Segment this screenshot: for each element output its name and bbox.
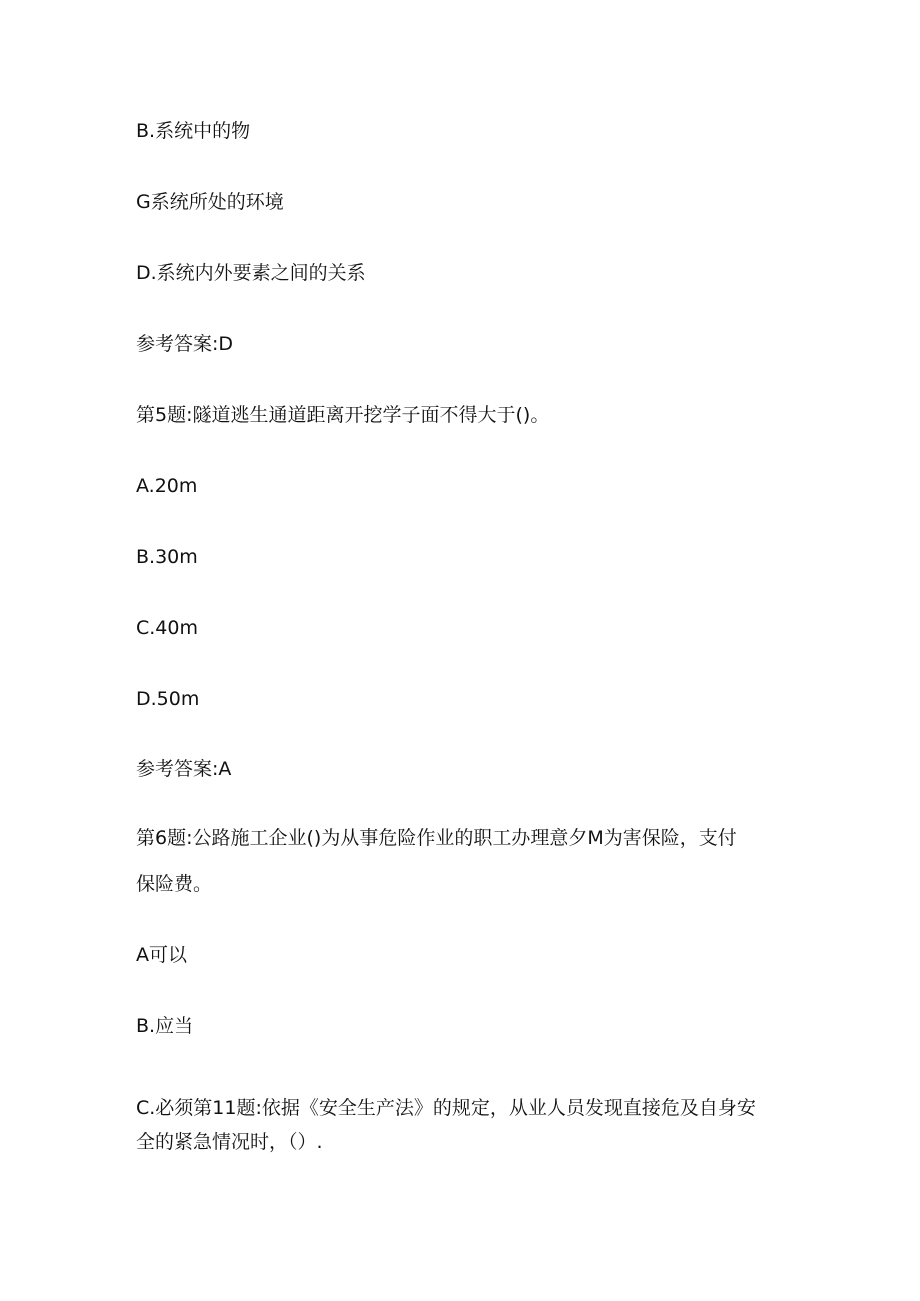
option-c-line: G系统所处的环境 [136, 191, 284, 213]
option-d-line: D.系统内外要素之间的关系 [136, 262, 366, 284]
question-6-line: 第6题:公路施工企业()为从事危险作业的职工办理意夕M为害保险，支付 [136, 827, 737, 849]
option-d-line: D.50m [136, 688, 200, 710]
question-11-continuation: 全的紧急情况时，（）. [136, 1131, 323, 1153]
answer-line: 参考答案:A [136, 758, 232, 780]
option-b-line: B.30m [136, 546, 198, 568]
option-b-line: B.系统中的物 [136, 120, 251, 142]
question-5-line: 第5题:隧道逃生通道距离开挖学子面不得大于()。 [136, 404, 550, 426]
option-a-line: A可以 [136, 944, 187, 966]
option-c-line: C.40m [136, 617, 198, 639]
question-11-line: C.必须第11题:依据《安全生产法》的规定，从业人员发现直接危及自身安 [136, 1097, 756, 1119]
question-6-continuation: 保险费。 [136, 873, 213, 895]
option-a-line: A.20m [136, 475, 198, 497]
answer-line: 参考答案:D [136, 333, 234, 355]
option-b-line: B.应当 [136, 1015, 194, 1037]
